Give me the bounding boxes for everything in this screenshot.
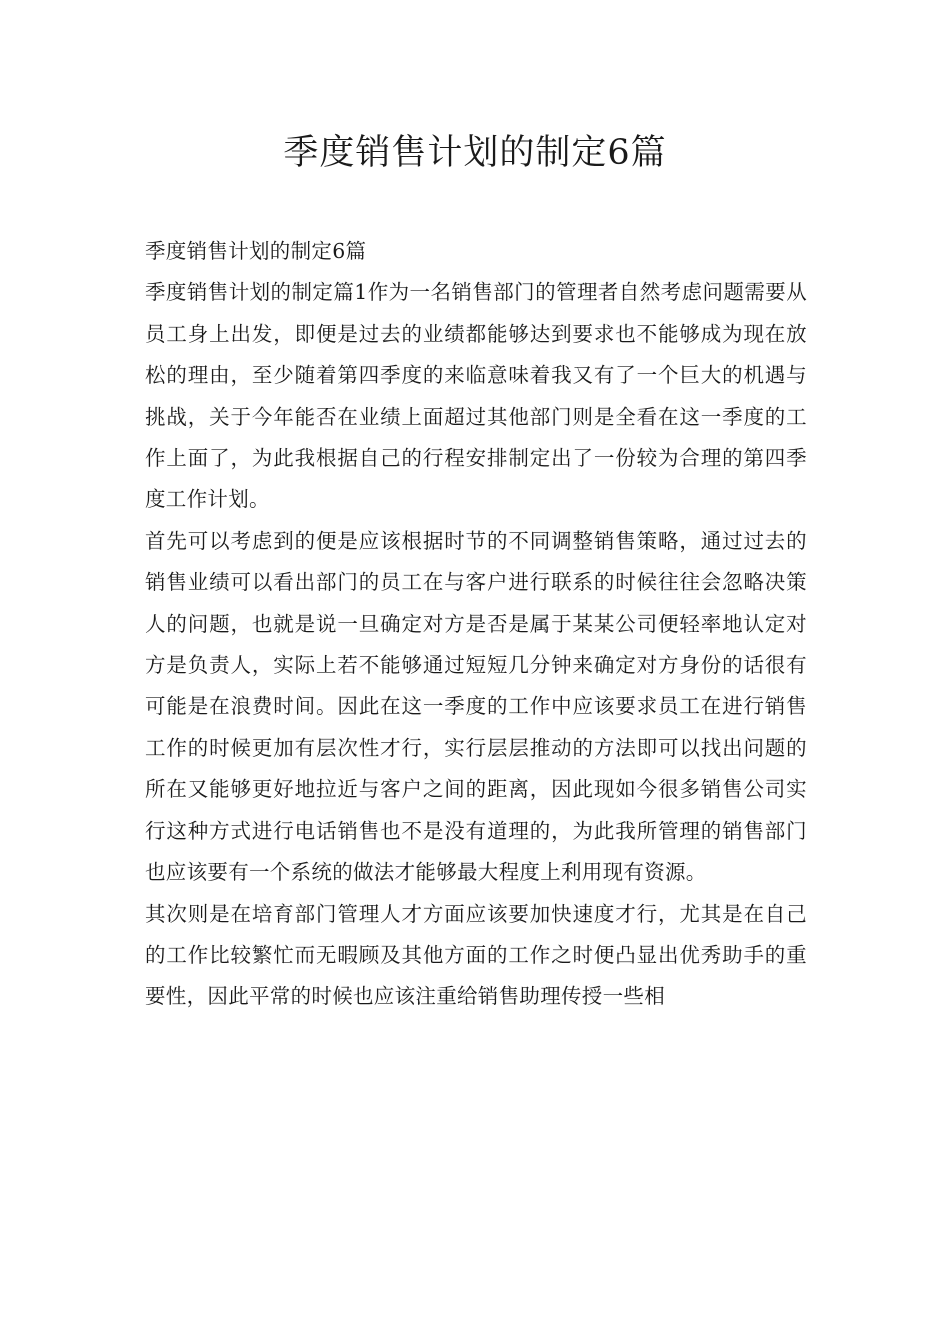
document-title: 季度销售计划的制定6篇 <box>283 133 667 173</box>
paragraph-2: 首先可以考虑到的便是应该根据时节的不同调整销售策略，通过过去的销售业绩可以看出部门的员工在与客户进行联系的时候往往会忽略决策人的问题，也就是说一旦确定对方是否是属于某某公司便轻率地认定对方是负责人，实际上若不能够通过短短几分钟来确定对方身份的话很有可能是在浪费时间。因此在这一季度的工作中应该要求员工在进行销售工作的时候更加有层次性才行，实行层层推动的方法即可以找出问题的所在又能够更好地拉近与客户之间的距离，因此现如今很多销售公司实行这种方式进行电话销售也不是没有道理的，为此我所管理的销售部门也应该要有一个系统的做法才能够最大程度上利用现有资源。 <box>145 528 807 885</box>
paragraph-3: 其次则是在培育部门管理人才方面应该要加快速度才行，尤其是在自己的工作比较繁忙而无暇顾及其他方面的工作之时便凸显出优秀助手的重要性，因此平常的时候也应该注重给销售助理传授一些相 <box>145 901 807 1009</box>
document-body <box>145 231 807 1018</box>
paragraph-1: 季度销售计划的制定篇1作为一名销售部门的管理者自然考虑问题需要从员工身上出发，即便是过去的业绩都能够达到要求也不能够成为现在放松的理由，至少随着第四季度的来临意味着我又有了一个巨大的机遇与挑战，关于今年能否在业绩上面超过其他部门则是全看在这一季度的工作上面了，为此我根据自己的行程安排制定出了一份较为合理的第四季度工作计划。 <box>145 280 807 512</box>
paragraph-subtitle: 季度销售计划的制定6篇 <box>145 239 367 263</box>
